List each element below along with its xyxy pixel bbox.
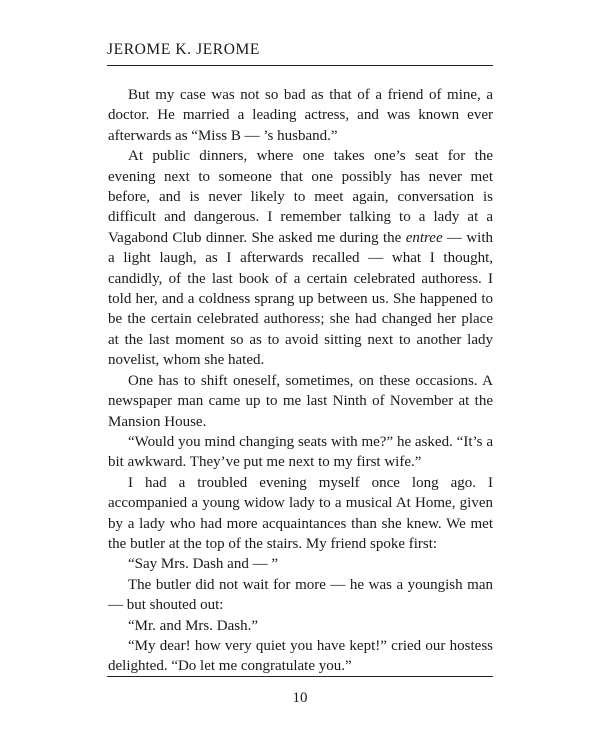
footer-rule: [107, 676, 493, 677]
header-rule: [107, 65, 493, 66]
paragraph: I had a troubled evening myself once long ago. I accompanied a young widow lady to a musical At Home, given by a lady who had more acquaintances than she knew. We met the butler at the top of the stairs. My friend spoke first:: [108, 474, 493, 552]
paragraph: The butler did not wait for more — he was a youngish man — but shouted out:: [108, 576, 493, 614]
body-text: [108, 85, 493, 677]
paragraph: “Would you mind changing seats with me?” he asked. “It’s a bit awkward. They’ve put me next to my first wife.”: [108, 433, 493, 471]
paragraph: One has to shift oneself, sometimes, on these occasions. A newspaper man came up to me last Ninth of November at the Mansion House.: [108, 372, 493, 430]
paragraph-text: At public dinners, where one takes one’s seat for the evening next to someone that one possibly has never met before, and is never likely to meet again, conversation is difficult and dangerous. I remember talking to a lady at a Vagabond Club dinner. She asked me during the: [108, 148, 493, 246]
paragraph: “Mr. and Mrs. Dash.”: [128, 617, 258, 634]
paragraph: “Say Mrs. Dash and — ”: [128, 556, 278, 573]
emphasis-text: entree: [405, 229, 443, 246]
running-head-title: JEROME K. JEROME: [107, 41, 260, 58]
paragraph: [108, 146, 493, 370]
page-number: 10: [292, 690, 308, 706]
paragraph-text: — with a light laugh, as I afterwards recalled — what I thought, candidly, of the last book of a certain celebrated authoress. I told her, and a coldness sprang up between us. She happened to be the certain celebrated authoress; she had changed her place at the last moment so as to avoid sitting next to another lady novelist, whom she hated.: [108, 229, 493, 369]
paragraph: “My dear! how very quiet you have kept!” cried our hostess delighted. “Do let me congratulate you.”: [108, 637, 493, 675]
paragraph: But my case was not so bad as that of a friend of mine, a doctor. He married a leading actress, and was known ever afterwards as “Miss B — ’s husband.”: [108, 87, 493, 144]
